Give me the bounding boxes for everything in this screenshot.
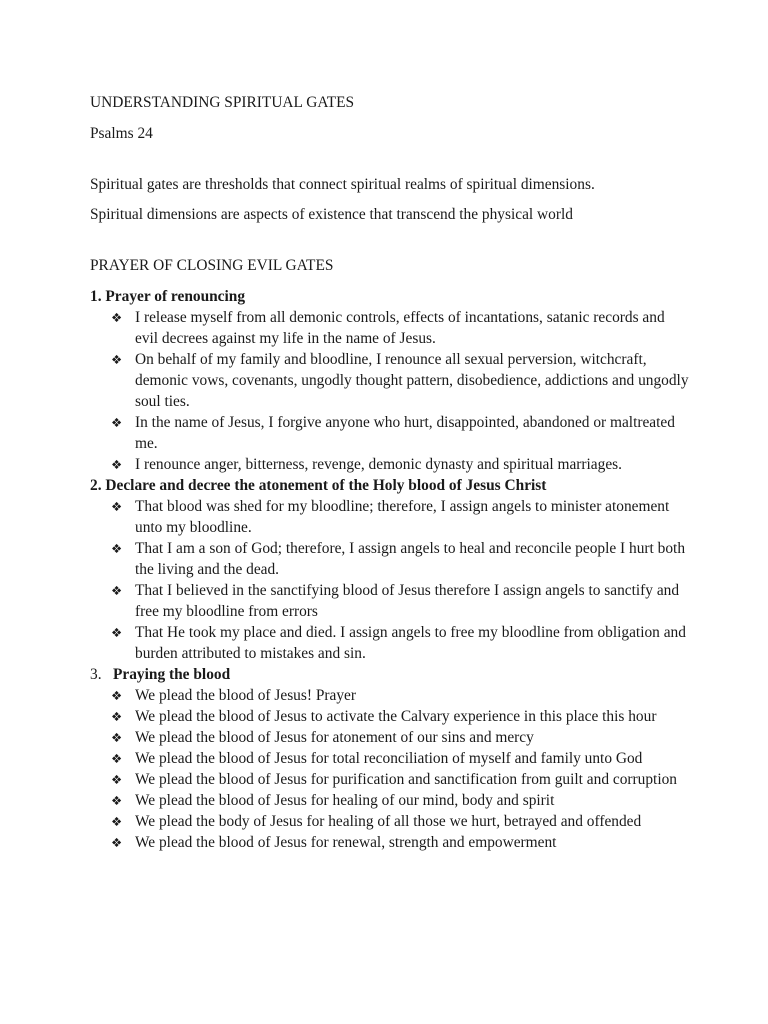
list-item-text: We plead the blood of Jesus for total reconciliation of myself and family unto God bbox=[135, 750, 643, 767]
list-item bbox=[90, 349, 690, 412]
list-item-text: That blood was shed for my bloodline; therefore, I assign angels to minister atonement unto my bloodline. bbox=[135, 498, 670, 536]
list-item bbox=[90, 727, 690, 748]
diamond-bullet-icon: ❖ bbox=[111, 751, 123, 766]
section-heading bbox=[90, 286, 690, 307]
diamond-bullet-icon: ❖ bbox=[111, 310, 123, 325]
diamond-bullet-icon: ❖ bbox=[111, 814, 123, 829]
diamond-bullet-icon: ❖ bbox=[111, 793, 123, 808]
section-heading-text: Praying the blood bbox=[113, 666, 231, 683]
diamond-bullet-icon: ❖ bbox=[111, 415, 123, 430]
diamond-bullet-icon: ❖ bbox=[111, 730, 123, 745]
prayer-title: PRAYER OF CLOSING EVIL GATES bbox=[90, 257, 334, 274]
diamond-bullet-icon: ❖ bbox=[111, 457, 123, 472]
section-number: 1. bbox=[90, 288, 102, 305]
list-item bbox=[90, 538, 690, 580]
list-item-text: We plead the blood of Jesus! Prayer bbox=[135, 687, 357, 704]
list-item-text: That I believed in the sanctifying blood of Jesus therefore I assign angels to sanctify and free my bloodline from errors bbox=[135, 582, 680, 620]
bullet-list bbox=[90, 496, 690, 664]
list-item bbox=[90, 412, 690, 454]
list-item bbox=[90, 454, 690, 475]
bullet-list bbox=[90, 307, 690, 475]
section-number: 2. bbox=[90, 477, 102, 494]
list-item bbox=[90, 496, 690, 538]
diamond-bullet-icon: ❖ bbox=[111, 499, 123, 514]
list-item-text: We plead the body of Jesus for healing of all those we hurt, betrayed and offended bbox=[135, 813, 642, 830]
list-item-text: We plead the blood of Jesus for atonement of our sins and mercy bbox=[135, 729, 534, 746]
list-item-text: On behalf of my family and bloodline, I renounce all sexual perversion, witchcraft, demonic vows, covenants, ungodly thought pattern, disobedience, addictions and ungodly soul ties. bbox=[135, 351, 689, 410]
list-item bbox=[90, 832, 690, 853]
prayer-section bbox=[90, 664, 690, 853]
list-item bbox=[90, 769, 690, 790]
diamond-bullet-icon: ❖ bbox=[111, 835, 123, 850]
section-heading bbox=[90, 475, 690, 496]
diamond-bullet-icon: ❖ bbox=[111, 541, 123, 556]
document-title: UNDERSTANDING SPIRITUAL GATES bbox=[90, 94, 355, 111]
intro-paragraph: Spiritual gates are thresholds that connect spiritual realms of spiritual dimensions. bbox=[90, 176, 595, 193]
list-item bbox=[90, 790, 690, 811]
diamond-bullet-icon: ❖ bbox=[111, 583, 123, 598]
list-item bbox=[90, 706, 690, 727]
list-item bbox=[90, 307, 690, 349]
list-item-text: I release myself from all demonic controls, effects of incantations, satanic records and evil decrees against my life in the name of Jesus. bbox=[135, 309, 665, 347]
intro-paragraph: Spiritual dimensions are aspects of existence that transcend the physical world bbox=[90, 206, 573, 223]
prayer-section bbox=[90, 286, 690, 475]
list-item bbox=[90, 748, 690, 769]
section-heading-text: Prayer of renouncing bbox=[105, 288, 246, 305]
list-item bbox=[90, 685, 690, 706]
diamond-bullet-icon: ❖ bbox=[111, 688, 123, 703]
list-item-text: In the name of Jesus, I forgive anyone who hurt, disappointed, abandoned or maltreated me. bbox=[135, 414, 675, 452]
document-body bbox=[90, 92, 690, 853]
list-item-text: We plead the blood of Jesus for healing of our mind, body and spirit bbox=[135, 792, 555, 809]
diamond-bullet-icon: ❖ bbox=[111, 352, 123, 367]
bullet-list bbox=[90, 685, 690, 853]
list-item-text: We plead the blood of Jesus for purification and sanctification from guilt and corruption bbox=[135, 771, 677, 788]
section-heading-text: Declare and decree the atonement of the Holy blood of Jesus Christ bbox=[105, 477, 547, 494]
list-item-text: I renounce anger, bitterness, revenge, demonic dynasty and spiritual marriages. bbox=[135, 456, 623, 473]
section-heading bbox=[90, 664, 690, 685]
list-item bbox=[90, 622, 690, 664]
diamond-bullet-icon: ❖ bbox=[111, 625, 123, 640]
scripture-reference: Psalms 24 bbox=[90, 125, 153, 142]
section-number: 3. bbox=[90, 666, 102, 683]
list-item-text: That He took my place and died. I assign angels to free my bloodline from obligation and burden attributed to mistakes and sin. bbox=[135, 624, 686, 662]
list-item-text: We plead the blood of Jesus for renewal, strength and empowerment bbox=[135, 834, 557, 851]
list-item-text: We plead the blood of Jesus to activate the Calvary experience in this place this hour bbox=[135, 708, 657, 725]
prayer-section bbox=[90, 475, 690, 664]
list-item-text: That I am a son of God; therefore, I assign angels to heal and reconcile people I hurt both the living and the dead. bbox=[135, 540, 686, 578]
diamond-bullet-icon: ❖ bbox=[111, 772, 123, 787]
list-item bbox=[90, 580, 690, 622]
diamond-bullet-icon: ❖ bbox=[111, 709, 123, 724]
list-item bbox=[90, 811, 690, 832]
